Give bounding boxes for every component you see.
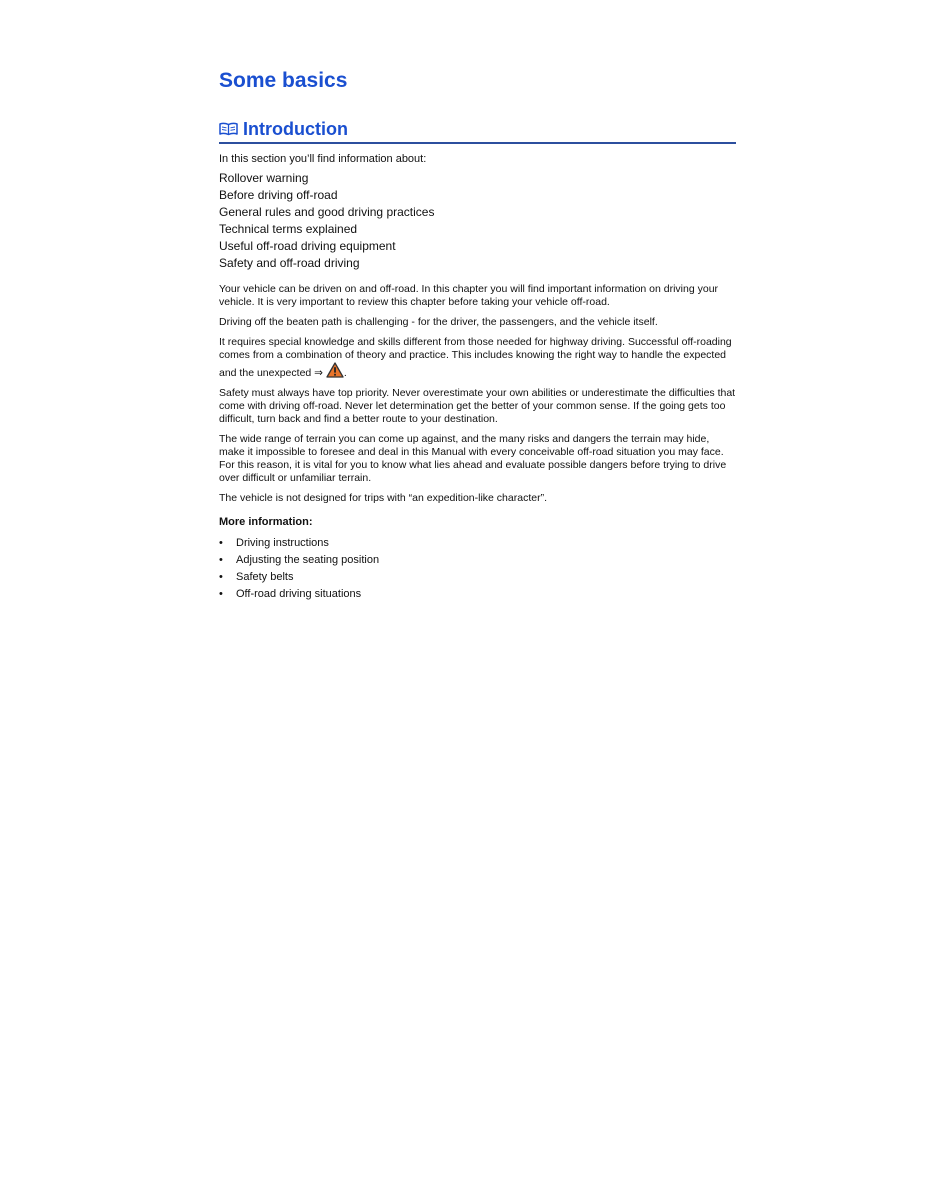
paragraph-onroad-offroad: Your vehicle can be driven on and off-road. In this chapter you will find important information on driving your vehicle. It is very important to review this chapter before taking your vehicle off-road. bbox=[219, 283, 719, 308]
topic-item: Safety and off-road driving bbox=[219, 256, 360, 270]
intro-text: In this section you’ll find information about: bbox=[219, 153, 427, 165]
topic-item: Rollover warning bbox=[219, 171, 309, 185]
bullet: • bbox=[219, 554, 223, 566]
bullet: • bbox=[219, 588, 223, 600]
book-icon bbox=[219, 122, 238, 136]
paragraph-challenging: Driving off the beaten path is challenging - for the driver, the passengers, and the vehicle itself. bbox=[219, 316, 658, 328]
more-info-link-driving-instructions[interactable] bbox=[219, 535, 736, 552]
more-info-link-safety-belts[interactable] bbox=[219, 569, 736, 586]
more-info-link-seating-position[interactable] bbox=[219, 552, 736, 569]
bullet: • bbox=[219, 537, 223, 549]
section-header bbox=[219, 118, 736, 144]
chapter-title: Some basics bbox=[219, 69, 348, 92]
link-label: Safety belts bbox=[236, 571, 294, 583]
topic-list bbox=[219, 170, 736, 272]
more-information-list bbox=[219, 535, 736, 603]
more-information-heading: More information: bbox=[219, 516, 313, 528]
paragraph-safety: Safety must always have top priority. Never overestimate your own abilities or underestimate the difficulties that come with driving off-road. Never let determination get the better of your common sense. If the going gets too difficult, turn back and find a better route to your destination. bbox=[219, 387, 736, 425]
topic-item: Useful off-road driving equipment bbox=[219, 239, 396, 253]
link-label: Off-road driving situations bbox=[236, 588, 362, 600]
paragraph-terrain: The wide range of terrain you can come up against, and the many risks and dangers the terrain may hide, make it impossible to foresee and deal in this Manual with every conceivable off-road situation you may face. For this reason, it is vital for you to know what lies ahead and evaluate possible dangers before trying to drive over difficult or unfamiliar terrain. bbox=[219, 433, 727, 484]
warning-triangle-icon[interactable] bbox=[326, 362, 344, 378]
paragraph-special-knowledge bbox=[219, 336, 736, 380]
more-info-link-offroad-situations[interactable] bbox=[219, 586, 736, 603]
link-label: Adjusting the seating position bbox=[236, 554, 380, 566]
topic-item: Technical terms explained bbox=[219, 222, 358, 236]
topic-item: Before driving off-road bbox=[219, 188, 338, 202]
paragraph-text: It requires special knowledge and skills different from those needed for highway driving. Successful off-roading comes from a combination of theory and practice. This includes knowing the right way to handle the expected and the unexpected bbox=[219, 336, 732, 379]
paragraph-expedition: The vehicle is not designed for trips with “an expedition-like character”. bbox=[219, 492, 547, 504]
section-title: Introduction bbox=[243, 119, 348, 139]
paragraph-end: . bbox=[343, 367, 347, 379]
link-label: Driving instructions bbox=[236, 537, 329, 549]
reference-arrow: ⇒ bbox=[314, 367, 323, 379]
bullet: • bbox=[219, 571, 223, 583]
page-content bbox=[219, 68, 736, 603]
topic-item: General rules and good driving practices bbox=[219, 205, 435, 219]
